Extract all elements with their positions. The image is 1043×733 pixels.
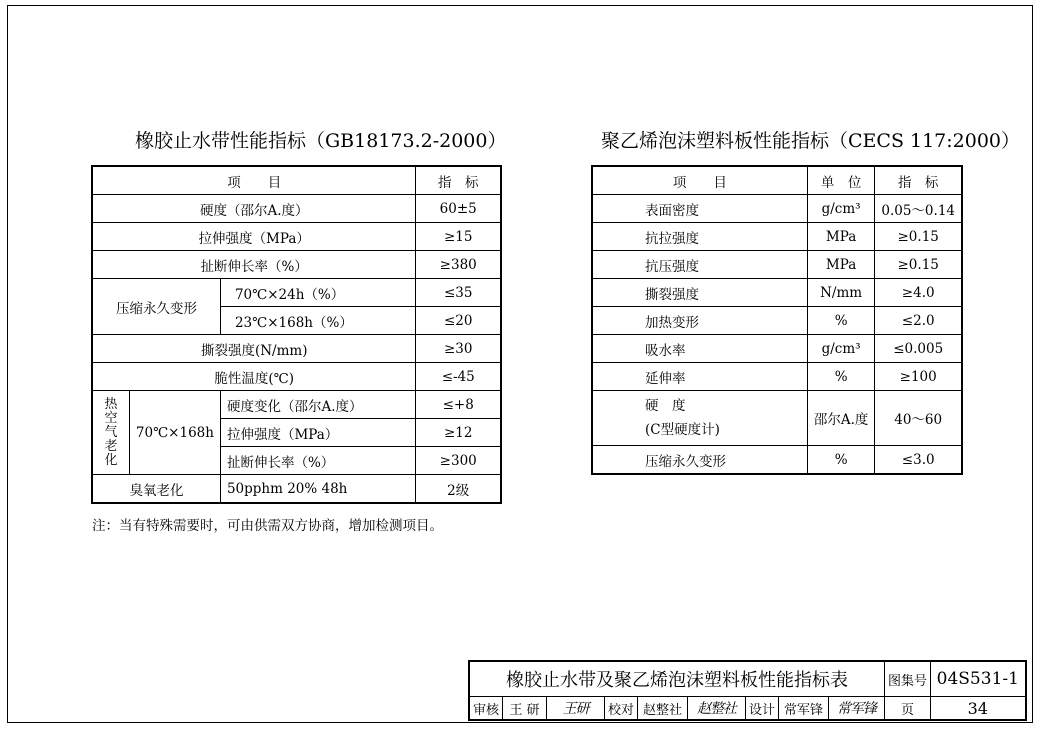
row-value: 0.05～0.14 [875,195,962,223]
aging-condition: 70℃×168h [129,391,220,475]
row-value: ≤3.0 [875,446,962,475]
table-row [92,335,501,363]
row-unit: % [807,307,875,335]
row-value: 40～60 [875,391,962,446]
row-unit: MPa [807,251,875,279]
row-label: 扯断伸长率（%） [92,251,416,279]
reviewer-name: 王 研 [503,697,547,721]
row-label: 撕裂强度 [592,279,807,307]
row-sub-label: 70℃×24h（%） [220,279,416,307]
atlas-label: 图集号 [885,661,931,697]
design-label: 设计 [746,697,779,721]
row-unit: 邵尔A.度 [807,391,875,446]
table-header-row [592,166,962,195]
row-label: 硬度（邵尔A.度） [92,195,416,223]
aging-char: 化 [104,452,118,468]
row-label: 吸水率 [592,335,807,363]
table-row [592,391,962,446]
row-unit: MPa [807,223,875,251]
row-value: ≥0.15 [875,251,962,279]
aging-vertical-label [92,391,129,475]
row-label: 表面密度 [592,195,807,223]
row-value: ≤0.005 [875,335,962,363]
row-value: ≥380 [416,251,501,279]
header-index: 指 标 [875,166,962,195]
table-row [592,279,962,307]
header-item: 项 目 [592,166,807,195]
aging-char: 热 [104,396,118,412]
rubber-waterstop-table [91,165,502,504]
row-label: 臭氧老化 [92,475,220,504]
row-sub-label: 硬度变化（邵尔A.度） [220,391,416,419]
table-row [92,195,501,223]
row-label: 抗压强度 [592,251,807,279]
row-label: 延伸率 [592,363,807,391]
reviewer-signature: 王研 [547,697,605,721]
row-value: ≥300 [416,447,501,475]
row-unit: % [807,446,875,475]
row-value: ≤35 [416,279,501,307]
row-value: 2级 [416,475,501,504]
table-row [592,363,962,391]
row-label: 抗拉强度 [592,223,807,251]
row-sub-label: 23℃×168h（%） [220,307,416,335]
row-unit: N/mm [807,279,875,307]
row-label: 脆性温度(℃) [92,363,416,391]
review-label: 审核 [469,697,503,721]
page-label: 页 [885,697,931,721]
row-value: ≤2.0 [875,307,962,335]
pe-foam-board-table [591,165,963,475]
row-value: ≤20 [416,307,501,335]
compression-label: 压缩永久变形 [92,279,220,335]
row-label: 加热变形 [592,307,807,335]
aging-char: 空 [104,410,118,426]
header-item: 项 目 [92,166,416,195]
footnote: 注：当有特殊需要时，可由供需双方协商，增加检测项目。 [92,518,443,534]
row-label: 撕裂强度(N/mm) [92,335,416,363]
row-label: 压缩永久变形 [592,446,807,475]
atlas-number: 04S531-1 [931,661,1026,697]
table-row [592,251,962,279]
checker-signature: 赵整社 [688,697,746,721]
row-label-sub: (C型硬度计) [645,422,720,438]
row-sub-label: 拉伸强度（MPa） [220,419,416,447]
row-value: ≥30 [416,335,501,363]
drawing-title: 橡胶止水带及聚乙烯泡沫塑料板性能指标表 [469,661,885,697]
table-header-row [92,166,501,195]
table-row [592,335,962,363]
table-row [92,475,501,504]
table-row [592,223,962,251]
table-row [592,446,962,475]
table-row [92,251,501,279]
row-unit: % [807,363,875,391]
aging-char: 气 [104,424,118,440]
table-row [592,307,962,335]
title-block-row [469,661,1026,697]
row-value: ≥4.0 [875,279,962,307]
row-label: 拉伸强度（MPa） [92,223,416,251]
table-row [92,363,501,391]
row-sub-label: 50pphm 20% 48h [220,475,416,504]
left-table-title: 橡胶止水带性能指标（GB18173.2-2000） [135,130,507,152]
header-unit: 单 位 [807,166,875,195]
title-block-row [469,697,1026,721]
row-label: 硬 度 [645,398,686,414]
table-row [92,223,501,251]
row-value: 60±5 [416,195,501,223]
title-block [468,660,1027,721]
row-value: ≥15 [416,223,501,251]
table-row [92,391,501,419]
row-value: ≥12 [416,419,501,447]
right-table-title: 聚乙烯泡沫塑料板性能指标（CECS 117:2000） [601,130,1021,152]
designer-signature: 常军锋 [829,697,885,721]
designer-name: 常军锋 [779,697,829,721]
row-unit: g/cm³ [807,335,875,363]
row-sub-label: 扯断伸长率（%） [220,447,416,475]
header-index: 指 标 [416,166,501,195]
row-value: ≤+8 [416,391,501,419]
table-row [92,279,501,307]
page-number: 34 [931,697,1026,721]
checker-name: 赵整社 [638,697,688,721]
row-value: ≥100 [875,363,962,391]
check-label: 校对 [605,697,638,721]
row-unit: g/cm³ [807,195,875,223]
hardness-label-cell [592,391,807,446]
row-value: ≥0.15 [875,223,962,251]
table-row [592,195,962,223]
aging-char: 老 [104,438,118,454]
row-value: ≤-45 [416,363,501,391]
